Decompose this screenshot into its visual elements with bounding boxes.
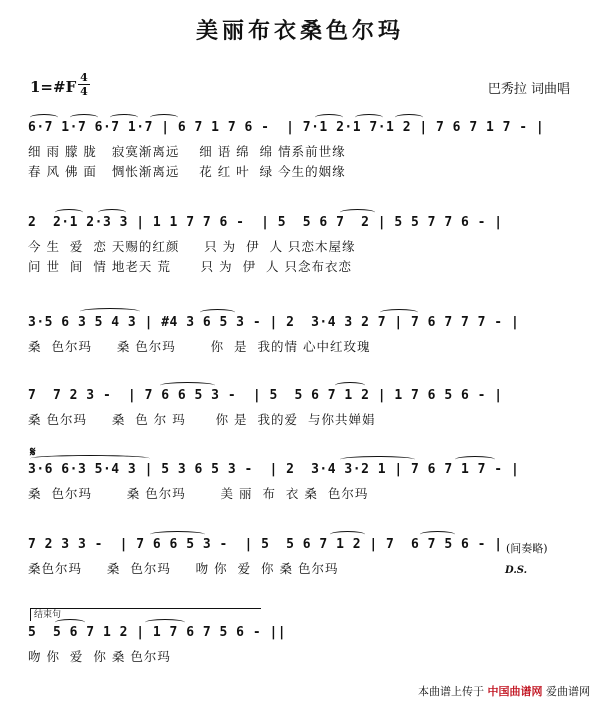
slur [340,209,375,216]
slur [98,209,126,216]
slur [150,114,178,121]
notes-row-1: 6·7 1·7 6·7 1·7 | 6 7 1 7 6 - | 7·1 2·1 7·1 2 | 7 6 7 1 7 - | [28,120,545,135]
score-row-5 [0,462,600,532]
lyric-row-1-verse-2: 春 风 佛 面 惆怅渐离远 花 红 叶 绿 今生的姻缘 [28,164,346,179]
slur [395,114,423,121]
score-row-1 [0,120,600,190]
lyric-row-4: 桑 色尔玛 桑 色 尔 玛 你 是 我的爱 与你共婵娟 [28,412,376,427]
slur [145,619,185,626]
slur [80,308,140,315]
lyric-row-3: 桑 色尔玛 桑 色尔玛 你 是 我的情 心中红玫瑰 [28,339,371,354]
interlude-note: (间奏略) [506,542,548,555]
notes-row-7: 5 5 6 7 1 2 | 1 7 6 7 5 6 - || [28,625,287,640]
slur [200,309,235,316]
slur [330,531,365,538]
slur [160,382,215,389]
ending-label: 结束句 [34,610,62,620]
lyric-row-2-verse-2: 问 世 间 情 地老天 荒 只 为 伊 人 只念布衣恋 [28,259,352,274]
slur [340,456,415,463]
notes-row-4: 7 7 2 3 - | 7 6 6 5 3 - | 5 5 6 7 1 2 | 1 7 6 5 6 - | [28,388,503,403]
lyric-row-5: 桑 色尔玛 桑 色尔玛 美 丽 布 衣 桑 色尔玛 [28,486,369,501]
score-row-3 [0,315,600,385]
credit: 巴秀拉 词曲唱 [487,82,570,97]
slur [315,114,343,121]
slur [150,531,205,538]
notes-row-2: 2 2·1 2·3 3 | 1 1 7 7 6 - | 5 5 6 7 2 | 5 5 7 7 6 - | [28,215,503,230]
footer-text: 本曲谱上传于 [418,685,484,698]
lyric-row-1-verse-1: 细 雨 朦 胧 寂寞渐离远 细 语 绵 绵 情系前世缘 [28,144,346,159]
dal-segno-mark: D.S. [505,565,528,576]
slur [110,114,138,121]
slur [355,114,383,121]
footer-logo[interactable]: 中国曲谱网 [487,685,543,698]
notes-row-6: 7 2 3 3 - | 7 6 6 5 3 - | 5 5 6 7 1 2 | 7 6 7 5 6 - | [28,537,503,552]
slur [420,531,455,538]
slur [30,114,58,121]
key-signature: 1=#F [30,78,77,96]
lyric-row-2-verse-1: 今 生 爱 恋 天赐的红颜 只 为 伊 人 只恋木屋缘 [28,239,356,254]
slur [455,456,495,463]
score-row-4 [0,388,600,458]
slur [30,455,150,462]
time-signature-top: 4 [80,71,88,84]
song-title: 美丽布衣桑色尔玛 [195,18,404,44]
lyric-row-7: 吻 你 爱 你 桑 色尔玛 [28,649,171,664]
slur [335,382,365,389]
slur [380,309,418,316]
time-signature [78,72,90,97]
time-signature-bottom: 4 [80,85,88,98]
score-row-2 [0,215,600,285]
notes-row-5: 3·6 6·3 5·4 3 | 5 3 6 5 3 - | 2 3·4 3·2 1 | 7 6 7 1 7 - | [28,462,520,477]
slur [55,619,85,626]
slur [70,114,98,121]
segno-sign: 𝄋 [30,445,36,460]
footer-site[interactable]: 爱曲谱网 [546,685,590,698]
footer [418,683,590,699]
notes-row-3: 3·5 6 3 5 4 3 | #4 3 6 5 3 - | 2 3·4 3 2 7 | 7 6 7 7 7 - | [28,315,520,330]
lyric-row-6: 桑色尔玛 桑 色尔玛 吻 你 爱 你 桑 色尔玛 [28,561,339,576]
slur [55,209,83,216]
